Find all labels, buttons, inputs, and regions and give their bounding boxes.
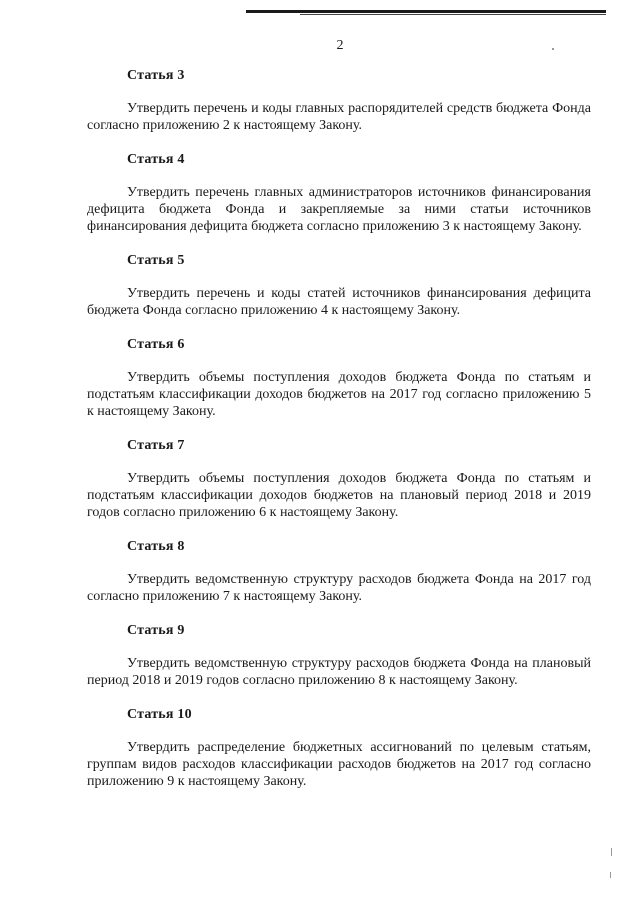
article-text: Утвердить объемы поступления доходов бюджета Фонда по статьям и подстатьям классификации доходов бюджетов на 2017 год согласно приложению 5 к настоящему Закону. bbox=[87, 370, 591, 419]
article-heading: Статья 3 bbox=[127, 68, 185, 83]
article-heading: Статья 8 bbox=[127, 539, 185, 554]
article-heading: Статья 4 bbox=[127, 152, 185, 167]
article-text: Утвердить перечень и коды главных распорядителей средств бюджета Фонда согласно приложению 2 к настоящему Закону. bbox=[87, 101, 591, 133]
article-heading: Статья 5 bbox=[127, 253, 185, 268]
article-text: Утвердить ведомственную структуру расходов бюджета Фонда на плановый период 2018 и 2019 годов согласно приложению 8 к настоящему Закону. bbox=[87, 656, 591, 688]
page-number: 2 bbox=[336, 38, 344, 53]
scan-speck bbox=[610, 872, 611, 878]
article-heading: Статья 6 bbox=[127, 337, 185, 352]
scan-speck bbox=[611, 848, 612, 856]
article-text: Утвердить перечень и коды статей источников финансирования дефицита бюджета Фонда согласно приложению 4 к настоящему Закону. bbox=[87, 286, 591, 318]
article-text: Утвердить объемы поступления доходов бюджета Фонда по статьям и подстатьям классификации доходов бюджетов на плановый период 2018 и 2019 годов согласно приложению 6 к настоящему Закону. bbox=[87, 471, 591, 520]
article-7 bbox=[87, 438, 591, 521]
scan-border-line bbox=[246, 10, 606, 13]
article-5 bbox=[87, 253, 591, 319]
article-heading: Статья 7 bbox=[127, 438, 185, 453]
scan-border-line-thin bbox=[300, 14, 606, 15]
article-10 bbox=[87, 707, 591, 790]
article-8 bbox=[87, 539, 591, 605]
document-body bbox=[87, 68, 591, 808]
article-3 bbox=[87, 68, 591, 134]
article-9 bbox=[87, 623, 591, 689]
article-text: Утвердить распределение бюджетных ассигнований по целевым статьям, группам видов расходов классификации расходов бюджетов на 2017 год согласно приложению 9 к настоящему Закону. bbox=[87, 740, 591, 789]
article-text: Утвердить перечень главных администраторов источников финансирования дефицита бюджета Фонда и закрепляемые за ними статьи источников финансирования дефицита бюджета согласно приложению 3 к настоящему Закону. bbox=[87, 185, 591, 234]
article-heading: Статья 10 bbox=[127, 707, 192, 722]
article-4 bbox=[87, 152, 591, 235]
article-heading: Статья 9 bbox=[127, 623, 185, 638]
article-text: Утвердить ведомственную структуру расходов бюджета Фонда на 2017 год согласно приложению 7 к настоящему Закону. bbox=[87, 572, 591, 604]
article-6 bbox=[87, 337, 591, 420]
